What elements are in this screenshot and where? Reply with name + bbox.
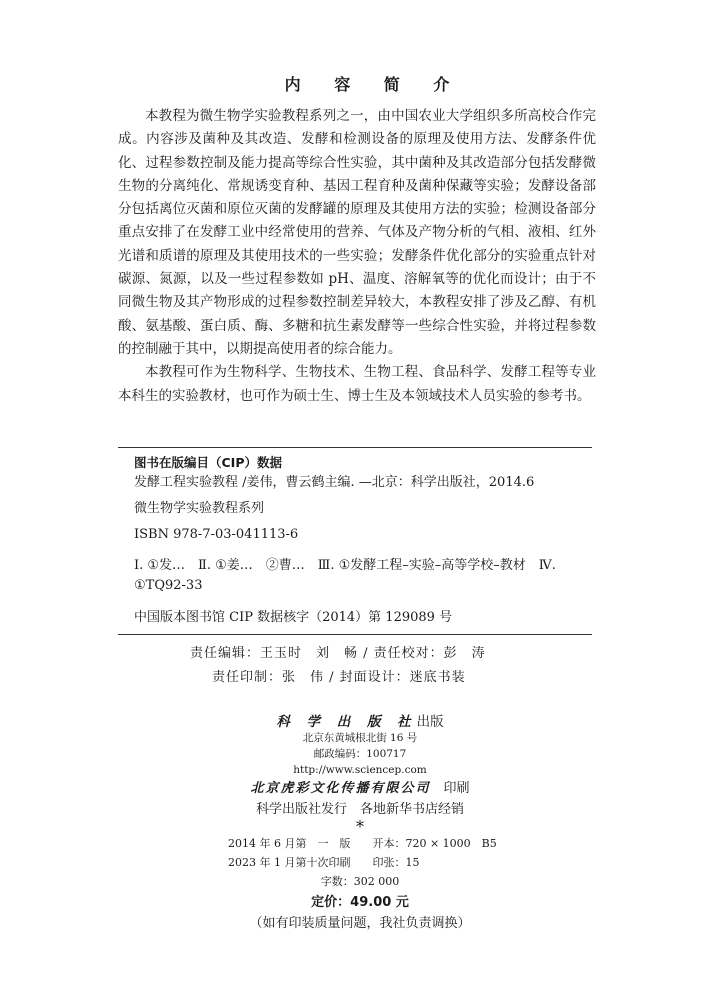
printing-info: 2023 年 1 月第十次印刷 印张：15: [228, 856, 420, 869]
staff-editors: 责任编辑：王玉时 刘 畅 / 责任校对：彭 涛: [190, 646, 486, 661]
cip-heading: 图书在版编目（CIP）数据: [134, 455, 282, 470]
intro-paragraph: 本教程可作为生物科学、生物技术、生物工程、食品科学、发酵工程等专业本科生的实验教材，也可作为硕士生、博士生及本领域技术人员实验的参考书。: [118, 364, 596, 404]
publisher-postcode: 邮政编码：100717: [313, 748, 407, 760]
quality-notice: （如有印装质量问题，我社负责调换）: [249, 916, 471, 931]
price: 定价：49.00 元: [311, 895, 409, 910]
word-count: 字数：302 000: [320, 875, 400, 888]
cip-description: 发酵工程实验教程 /姜伟，曹云鹤主编. —北京：科学出版社，2014.6: [134, 475, 535, 490]
printer-line: [0, 777, 720, 796]
cip-data-box: [118, 447, 592, 635]
printer-suffix: 印刷: [443, 781, 470, 796]
cip-subjects: Ⅰ. ①发… Ⅱ. ①姜… ②曹… Ⅲ. ①发酵工程–实验–高等学校–教材 Ⅳ. ①TQ92-33: [134, 558, 556, 593]
publisher-name: [0, 710, 720, 730]
intro-section: [118, 105, 596, 408]
distribution-line: 科学出版社发行 各地新华书店经销: [255, 802, 464, 817]
cip-series: 微生物学实验教程系列: [134, 501, 265, 516]
publisher-website: http://www.sciencep.com: [293, 764, 427, 776]
intro-paragraph: 本教程为微生物学实验教程系列之一，由中国农业大学组织多所高校合作完成。内容涉及菌种及其改造、发酵和检测设备的原理及使用方法、发酵条件优化、过程参数控制及能力提高等综合性实验，其中菌种及其改造部分包括发酵微生物的分离纯化、常规诱变育种、基因工程育种及菌种保藏等实验；发酵设备部分包括离位灭菌和原位灭菌的发酵罐的原理及其使用方法的实验；检测设备部分重点安排了在发酵工业中经常使用的营养、气体及产物分析的气相、液相、红外光谱和质谱的原理及其使用技术的一些实验；发酵条件优化部分的实验重点针对碳源、氮源，以及一些过程参数如 pH、温度、溶解氧等的优化而设计；由于不同微生物及其产物形成的过程参数控制差异较大，本教程安排了涉及乙醇、有机酸、氨基酸、蛋白质、酶、多糖和抗生素发酵等一些综合性实验，并将过程参数的控制融于其中，以期提高使用者的综合能力。: [118, 108, 596, 357]
cip-verification: 中国版本图书馆 CIP 数据核字（2014）第 129089 号: [134, 610, 453, 625]
page-title: 内 容 简 介: [284, 75, 464, 94]
cip-isbn: ISBN 978-7-03-041113-6: [134, 527, 299, 542]
edition-info: 2014 年 6 月第 一 版 开本：720 × 1000 B5: [228, 837, 497, 850]
publisher-address: 北京东黄城根北街 16 号: [302, 732, 418, 744]
publisher-brand: 科 学 出 版 社: [276, 714, 417, 730]
publisher-contact: [0, 730, 720, 778]
separator-star: *: [356, 817, 364, 836]
printer-name: 北京虎彩文化传播有限公司: [250, 781, 431, 796]
publisher-name-suffix: 出版: [416, 714, 444, 730]
staff-printing-design: 责任印制：张 伟 / 封面设计：迷底书装: [212, 670, 466, 685]
